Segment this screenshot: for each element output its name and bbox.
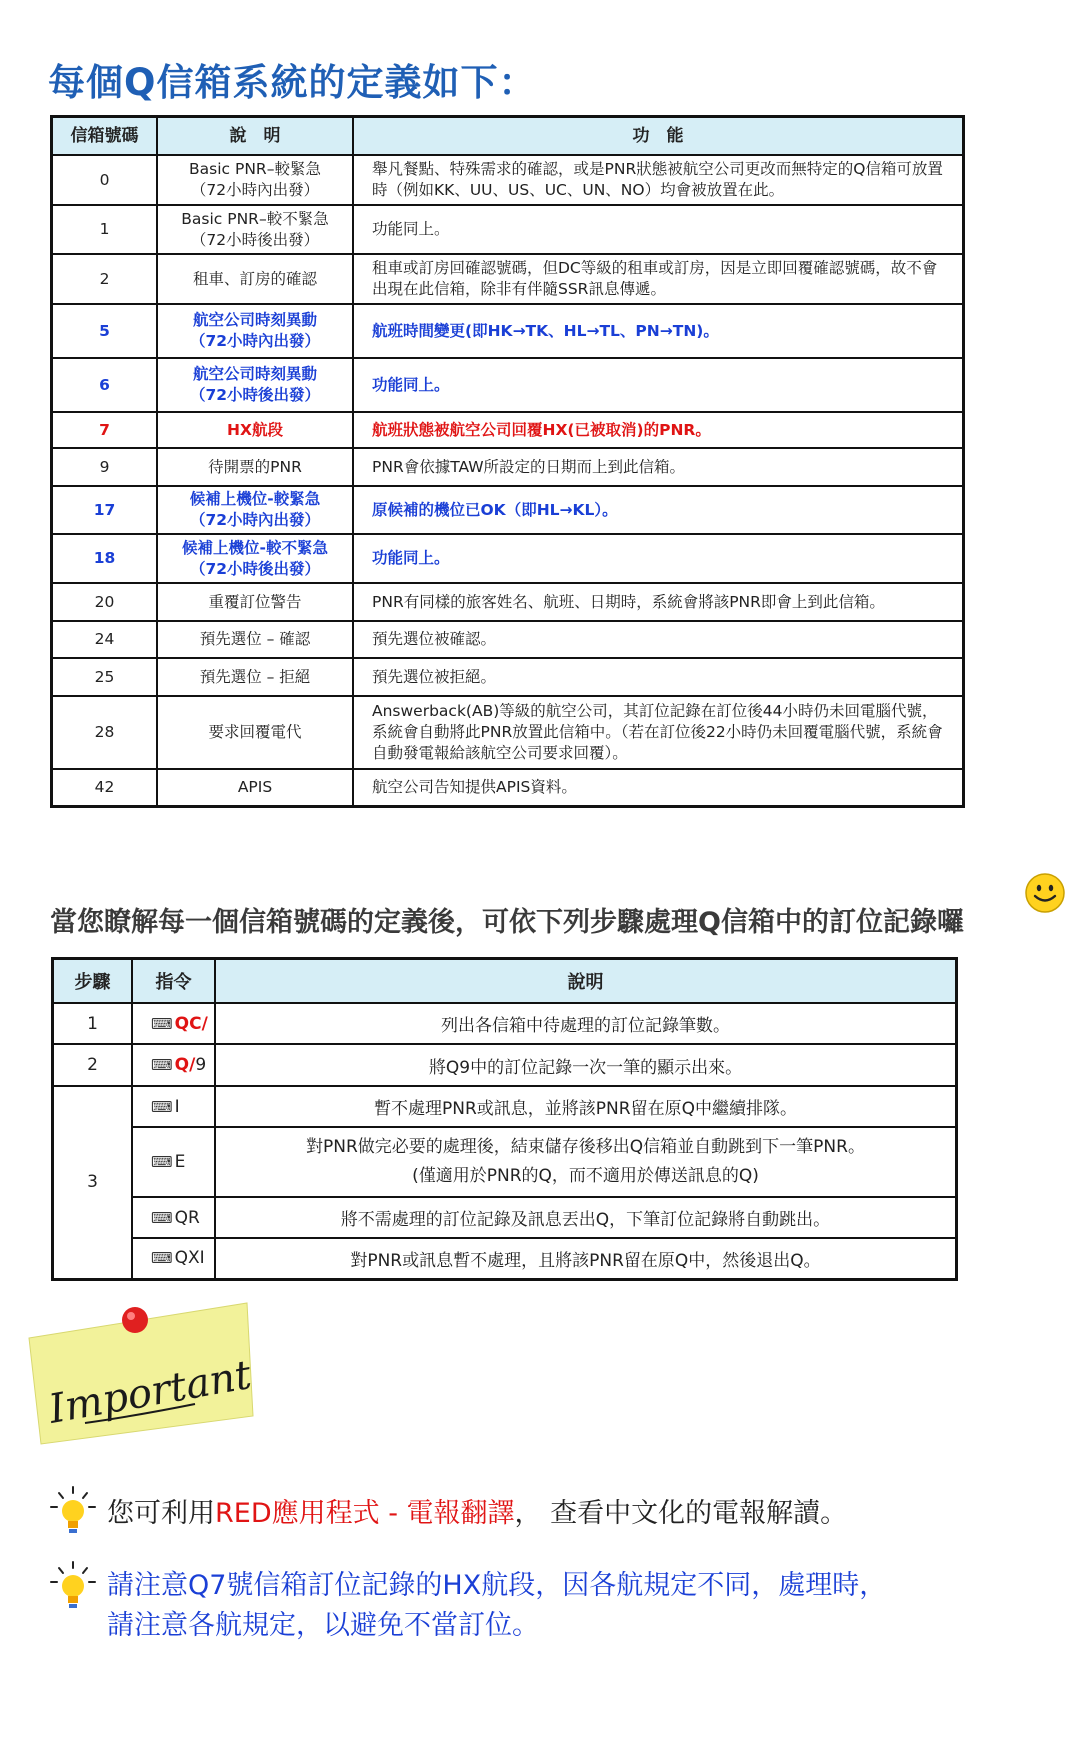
lightbulb-icon xyxy=(47,1560,99,1614)
mailbox-function: 舉凡餐點、特殊需求的確認，或是PNR狀態被航空公司更改而無特定的Q信箱可放置時（例如KK、UU、US、UC、UN、NO）均會被放置在此。 xyxy=(353,155,964,205)
mailbox-description: 租車、訂房的確認 xyxy=(157,254,353,304)
mailbox-description: 要求回覆電代 xyxy=(157,696,353,769)
step-explanation: 列出各信箱中待處理的訂位記錄筆數。 xyxy=(215,1003,957,1044)
command-cell: ⌨ I xyxy=(132,1086,215,1127)
queue-steps-table xyxy=(51,957,958,1281)
mailbox-number: 2 xyxy=(52,254,158,304)
mailbox-description: 航空公司時刻異動 （72小時內出發） xyxy=(157,304,353,358)
table-row xyxy=(52,448,964,486)
command-cell: ⌨ E xyxy=(132,1127,215,1197)
page-title: 每個Q信箱系統的定義如下： xyxy=(48,61,537,104)
mailbox-definition-table xyxy=(50,115,965,808)
mailbox-description: HX航段 xyxy=(157,412,353,448)
header-function: 功 能 xyxy=(353,117,964,156)
table-row xyxy=(52,696,964,769)
mailbox-function: 預先選位被拒絕。 xyxy=(353,658,964,696)
tip-hx-segment: 請注意Q7號信箱訂位記錄的HX航段，因各航規定不同，處理時， 請注意各航規定，以避免不當訂位。 xyxy=(107,1570,887,1641)
mailbox-function: 預先選位被確認。 xyxy=(353,621,964,658)
table-row xyxy=(52,412,964,448)
keyboard-icon: ⌨ xyxy=(151,1249,173,1268)
keyboard-icon: ⌨ xyxy=(151,1014,173,1033)
keyboard-icon: ⌨ xyxy=(151,1097,173,1116)
mailbox-function: Answerback(AB)等級的航空公司，其訂位記錄在訂位後44小時仍未回電腦代號，系統會自動將此PNR放置此信箱中。（若在訂位後22小時仍未回覆電腦代號，系統會自動發電報給該航空公司要求回覆）。 xyxy=(353,696,964,769)
mailbox-number: 9 xyxy=(52,448,158,486)
table-row xyxy=(52,583,964,621)
step-number: 2 xyxy=(53,1044,133,1086)
table-header-row xyxy=(53,959,957,1004)
mailbox-function: PNR會依據TAW所設定的日期而上到此信箱。 xyxy=(353,448,964,486)
step-explanation: 將不需處理的訂位記錄及訊息丟出Q，下筆訂位記錄將自動跳出。 xyxy=(215,1197,957,1238)
mailbox-number: 1 xyxy=(52,205,158,254)
mailbox-number: 25 xyxy=(52,658,158,696)
mailbox-function: 功能同上。 xyxy=(353,534,964,583)
header-command: 指令 xyxy=(132,959,215,1004)
header-description: 說 明 xyxy=(157,117,353,156)
step-number: 3 xyxy=(53,1086,133,1279)
mailbox-function: 航班時間變更(即HK→TK、HL→TL、PN→TN)。 xyxy=(353,304,964,358)
header-mailbox-number: 信箱號碼 xyxy=(52,117,158,156)
tip-red-app: 您可利用RED應用程式 - 電報翻譯， 查看中文化的電報解讀。 xyxy=(107,1498,848,1529)
table-row xyxy=(52,155,964,205)
command-cell: ⌨ QC/ xyxy=(132,1003,215,1044)
mailbox-function: 原候補的機位已OK（即HL→KL）。 xyxy=(353,486,964,534)
mailbox-description: Basic PNR–較緊急 （72小時內出發） xyxy=(157,155,353,205)
mailbox-number: 24 xyxy=(52,621,158,658)
important-sticky-note xyxy=(25,1298,255,1448)
table-row xyxy=(52,769,964,806)
mailbox-description: 待開票的PNR xyxy=(157,448,353,486)
table-row xyxy=(52,486,964,534)
mailbox-number: 0 xyxy=(52,155,158,205)
header-step: 步驟 xyxy=(53,959,133,1004)
mailbox-number: 20 xyxy=(52,583,158,621)
table-row xyxy=(53,1003,957,1044)
mailbox-description: APIS xyxy=(157,769,353,806)
table-row xyxy=(53,1086,957,1127)
mailbox-number: 6 xyxy=(52,358,158,412)
mailbox-description: Basic PNR–較不緊急 （72小時後出發） xyxy=(157,205,353,254)
mailbox-function: 航空公司告知提供APIS資料。 xyxy=(353,769,964,806)
important-label: Important xyxy=(45,1352,255,1433)
mailbox-number: 42 xyxy=(52,769,158,806)
mailbox-number: 5 xyxy=(52,304,158,358)
keyboard-icon: ⌨ xyxy=(151,1056,173,1074)
table-row xyxy=(53,1127,957,1197)
table-row xyxy=(52,205,964,254)
mailbox-number: 17 xyxy=(52,486,158,534)
mailbox-function: 功能同上。 xyxy=(353,358,964,412)
table-row xyxy=(52,304,964,358)
keyboard-icon: ⌨ xyxy=(151,1153,173,1171)
step-explanation: 暫不處理PNR或訊息，並將該PNR留在原Q中繼續排隊。 xyxy=(215,1086,957,1127)
table-row xyxy=(53,1044,957,1086)
mailbox-description: 候補上機位-較不緊急 （72小時後出發） xyxy=(157,534,353,583)
mailbox-function: 航班狀態被航空公司回覆HX(已被取消)的PNR。 xyxy=(353,412,964,448)
lightbulb-icon xyxy=(47,1485,99,1539)
section-title-steps: 當您瞭解每一個信箱號碼的定義後，可依下列步驟處理Q信箱中的訂位記錄囉 xyxy=(50,907,964,938)
table-row xyxy=(53,1238,957,1279)
step-number: 1 xyxy=(53,1003,133,1044)
table-row xyxy=(52,358,964,412)
command-cell: ⌨ QR xyxy=(132,1197,215,1238)
step-explanation: 對PNR做完必要的處理後，結束儲存後移出Q信箱並自動跳到下一筆PNR。 (僅適用於PNR的Q，而不適用於傳送訊息的Q) xyxy=(215,1127,957,1197)
table-row xyxy=(53,1197,957,1238)
mailbox-function: 功能同上。 xyxy=(353,205,964,254)
mailbox-description: 候補上機位-較緊急 （72小時內出發） xyxy=(157,486,353,534)
table-header-row xyxy=(52,117,964,156)
mailbox-description: 預先選位 – 確認 xyxy=(157,621,353,658)
command-cell: ⌨ Q/9 xyxy=(132,1044,215,1086)
mailbox-function: PNR有同樣的旅客姓名、航班、日期時，系統會將該PNR即會上到此信箱。 xyxy=(353,583,964,621)
mailbox-description: 重覆訂位警告 xyxy=(157,583,353,621)
pushpin-icon xyxy=(122,1307,148,1333)
table-row xyxy=(52,658,964,696)
mailbox-description: 預先選位 – 拒絕 xyxy=(157,658,353,696)
mailbox-number: 18 xyxy=(52,534,158,583)
command-cell: ⌨ QXI xyxy=(132,1238,215,1279)
keyboard-icon: ⌨ xyxy=(151,1208,173,1227)
mailbox-number: 7 xyxy=(52,412,158,448)
step-explanation: 將Q9中的訂位記錄一次一筆的顯示出來。 xyxy=(215,1044,957,1086)
step-explanation: 對PNR或訊息暫不處理，且將該PNR留在原Q中，然後退出Q。 xyxy=(215,1238,957,1279)
table-row xyxy=(52,534,964,583)
mailbox-number: 28 xyxy=(52,696,158,769)
header-explanation: 說明 xyxy=(215,959,957,1004)
table-row xyxy=(52,254,964,304)
table-row xyxy=(52,621,964,658)
mailbox-function: 租車或訂房回確認號碼，但DC等級的租車或訂房，因是立即回覆確認號碼，故不會出現在此信箱，除非有伴隨SSR訊息傳遞。 xyxy=(353,254,964,304)
mailbox-description: 航空公司時刻異動 （72小時後出發） xyxy=(157,358,353,412)
smiley-icon xyxy=(1024,872,1066,914)
